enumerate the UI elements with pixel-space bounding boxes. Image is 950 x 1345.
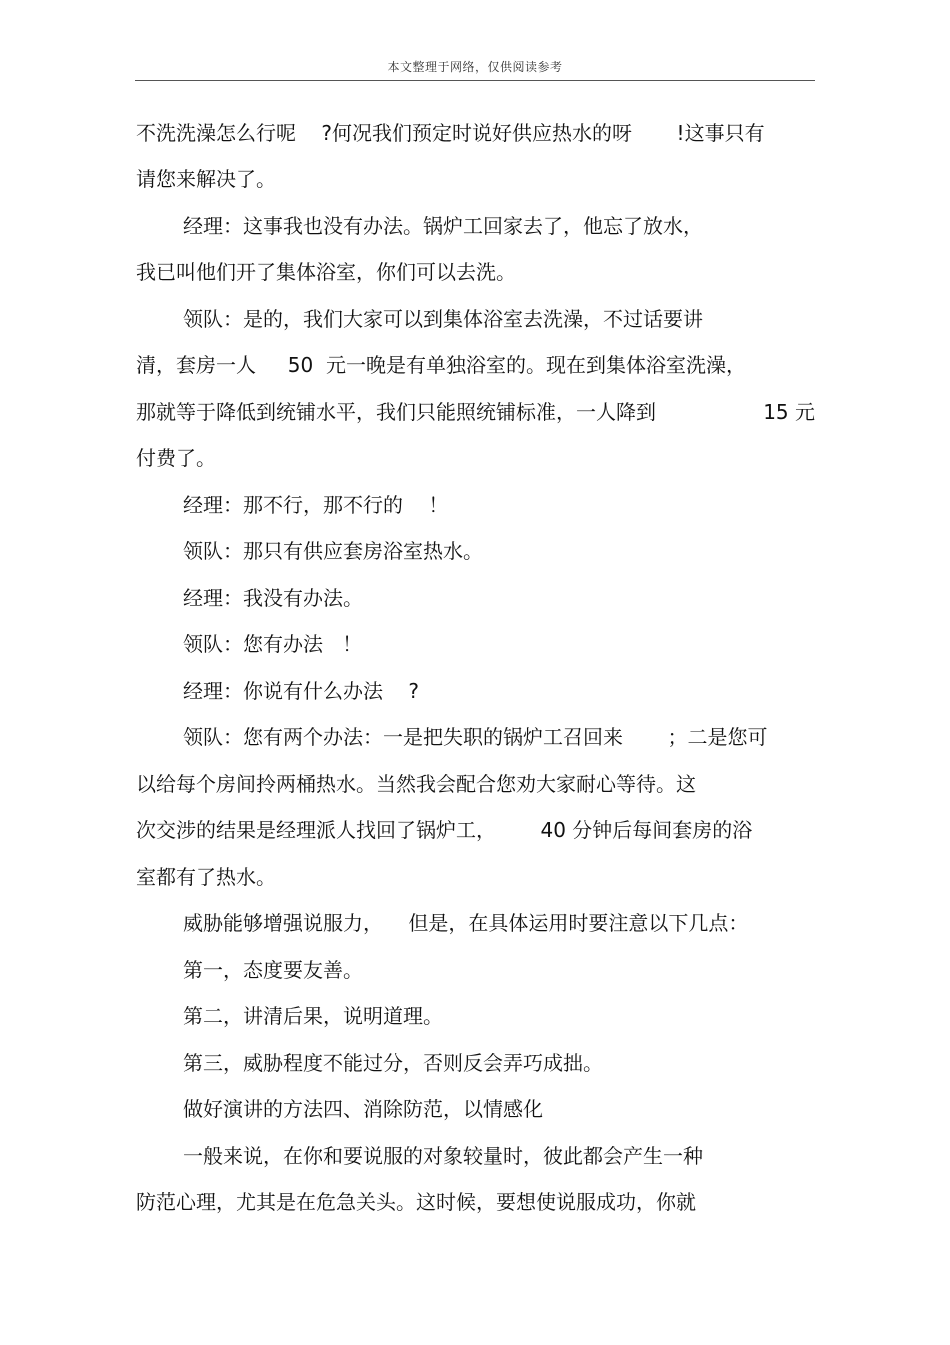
text-line: 威胁能够增强说服力， 但是，在具体运用时要注意以下几点： bbox=[183, 911, 749, 935]
text-line: 不洗洗澡怎么行呢 ?何况我们预定时说好供应热水的呀 !这事只有 bbox=[136, 121, 765, 145]
text-line: 经理：我没有办法。 bbox=[183, 586, 363, 610]
text-line: 次交涉的结果是经理派人找回了锅炉工， 40 分钟后每间套房的浴 bbox=[136, 818, 753, 842]
text-line: 第三，威胁程度不能过分，否则反会弄巧成拙。 bbox=[183, 1051, 603, 1075]
text-line: 第二，讲清后果，说明道理。 bbox=[183, 1004, 443, 1028]
text-line: 一般来说，在你和要说服的对象较量时，彼此都会产生一种 bbox=[183, 1144, 703, 1168]
text-line: 领队：是的，我们大家可以到集体浴室去洗澡，不过话要讲 bbox=[183, 307, 703, 331]
text-line: 领队：那只有供应套房浴室热水。 bbox=[183, 539, 483, 563]
page-header: 本文整理于网络，仅供阅读参考 bbox=[387, 60, 563, 74]
text-line: 清，套房一人 50 元一晚是有单独浴室的。现在到集体浴室洗澡， bbox=[136, 353, 746, 377]
text-line: 那就等于降低到统铺水平，我们只能照统铺标准，一人降到 bbox=[136, 400, 656, 424]
text-line: 以给每个房间拎两桶热水。当然我会配合您劝大家耐心等待。这 bbox=[136, 772, 696, 796]
text-line: 我已叫他们开了集体浴室，你们可以去洗。 bbox=[136, 260, 516, 284]
text-line: 经理：那不行，那不行的 ！ bbox=[183, 493, 449, 517]
header-divider bbox=[135, 80, 815, 81]
text-line: 防范心理，尤其是在危急关头。这时候，要想使说服成功，你就 bbox=[136, 1190, 696, 1214]
text-line: 领队：您有办法 ！ bbox=[183, 632, 363, 656]
text-line: 室都有了热水。 bbox=[136, 865, 276, 889]
text-line: 付费了。 bbox=[136, 446, 216, 470]
section-heading: 做好演讲的方法四、消除防范，以情感化 bbox=[183, 1097, 543, 1121]
text-line-number: 15 元 bbox=[763, 400, 815, 424]
text-line: 经理：你说有什么办法 ? bbox=[183, 679, 420, 703]
text-line: 请您来解决了。 bbox=[136, 167, 276, 191]
text-line: 领队：您有两个办法：一是把失职的锅炉工召回来 ；二是您可 bbox=[183, 725, 768, 749]
text-line: 经理：这事我也没有办法。锅炉工回家去了，他忘了放水， bbox=[183, 214, 703, 238]
text-line: 第一，态度要友善。 bbox=[183, 958, 363, 982]
